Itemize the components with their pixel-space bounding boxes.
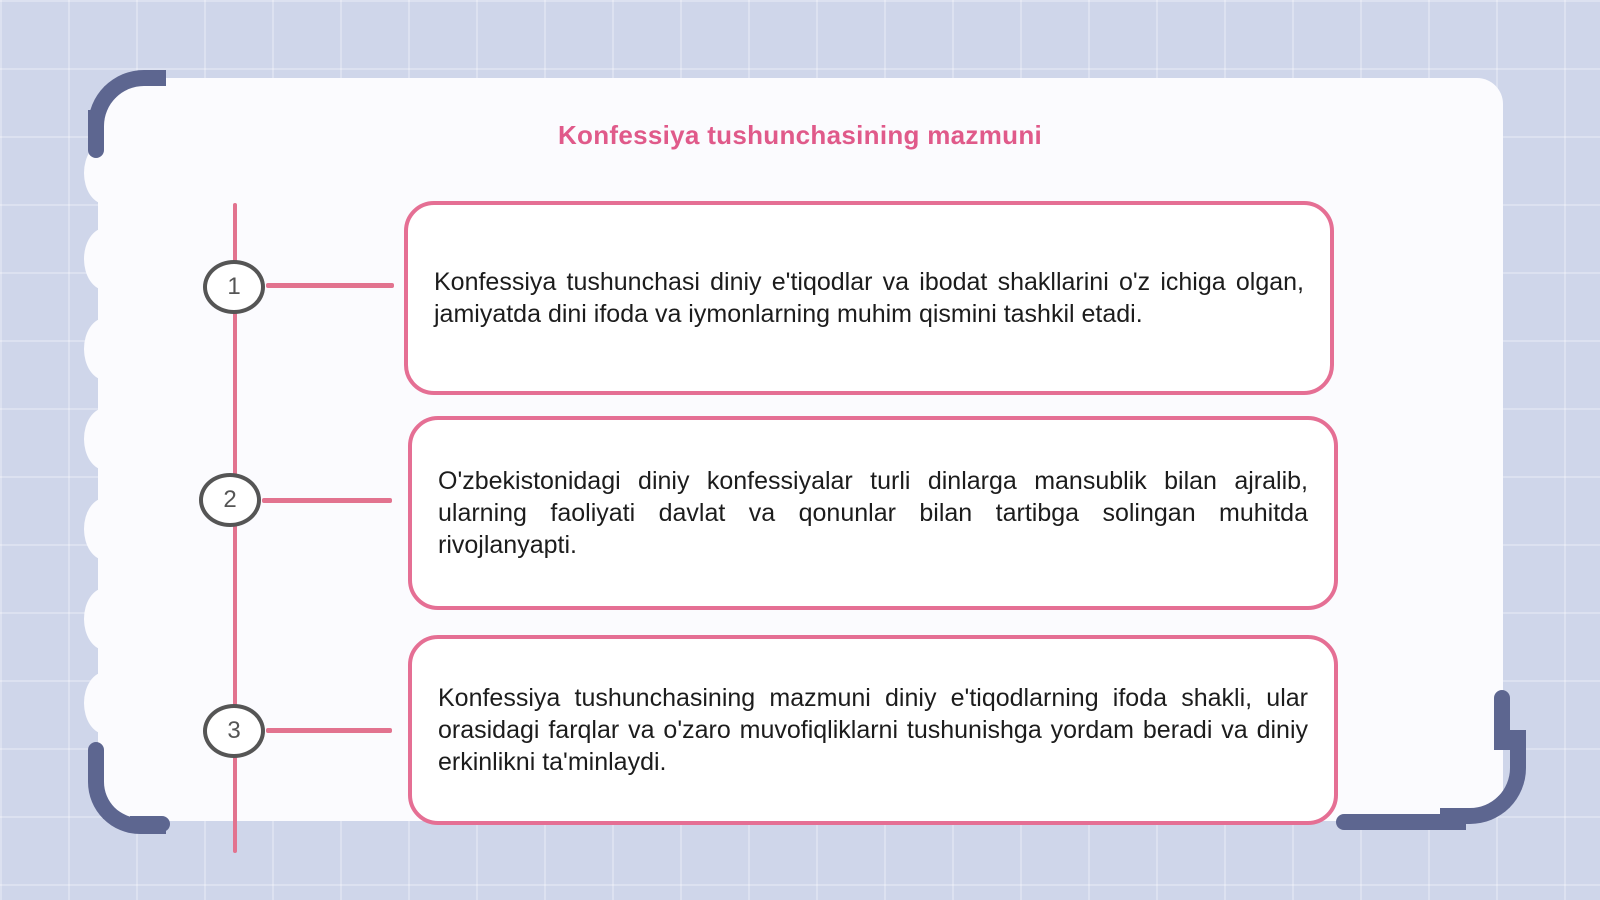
- connector-2: [262, 498, 392, 503]
- slide-title: Konfessiya tushunchasining mazmuni: [557, 120, 1043, 150]
- page-edge-scallop: [84, 672, 126, 734]
- content-text-2: O'zbekistonidagi diniy konfessiyalar turli dinlarga mansublik bilan ajralib, ularning faoliyati davlat va qonunlar bilan tartibga solingan muhitda rivojlanyapti.: [438, 467, 1308, 559]
- content-text-3: Konfessiya tushunchasining mazmuni diniy e'tiqodlarning ifoda shakli, ular orasidagi farqlar va o'zaro muvofiqliklarni tushunishga yordam beradi va diniy erkinlikni ta'minlaydi.: [438, 684, 1308, 776]
- connector-1: [266, 283, 394, 288]
- step-number-3: 3: [203, 704, 265, 758]
- corner-bracket-bottom-left-stem: [88, 742, 104, 782]
- content-text-1: Konfessiya tushunchasi diniy e'tiqodlar va ibodat shakllarini o'z ichiga olgan, jamiyatda dini ifoda va iymonlarning muhim qismini tashkil etadi.: [434, 268, 1304, 328]
- connector-3: [266, 728, 392, 733]
- corner-bracket-bottom-left-foot: [130, 816, 170, 832]
- content-box-2: [408, 416, 1338, 610]
- page-edge-scallop: [84, 408, 126, 470]
- corner-bracket-bottom-right-stem: [1494, 690, 1510, 750]
- page-edge-scallop: [84, 318, 126, 380]
- step-number-2: 2: [199, 473, 261, 527]
- page-edge-scallop: [84, 498, 126, 560]
- content-box-3: [408, 635, 1338, 825]
- content-box-1: [404, 201, 1334, 395]
- corner-bracket-bottom-right-foot: [1336, 814, 1466, 830]
- page-edge-scallop: [84, 588, 126, 650]
- corner-bracket-bottom-right: [1440, 730, 1526, 824]
- page-edge-scallop: [84, 228, 126, 290]
- step-number-1: 1: [203, 260, 265, 314]
